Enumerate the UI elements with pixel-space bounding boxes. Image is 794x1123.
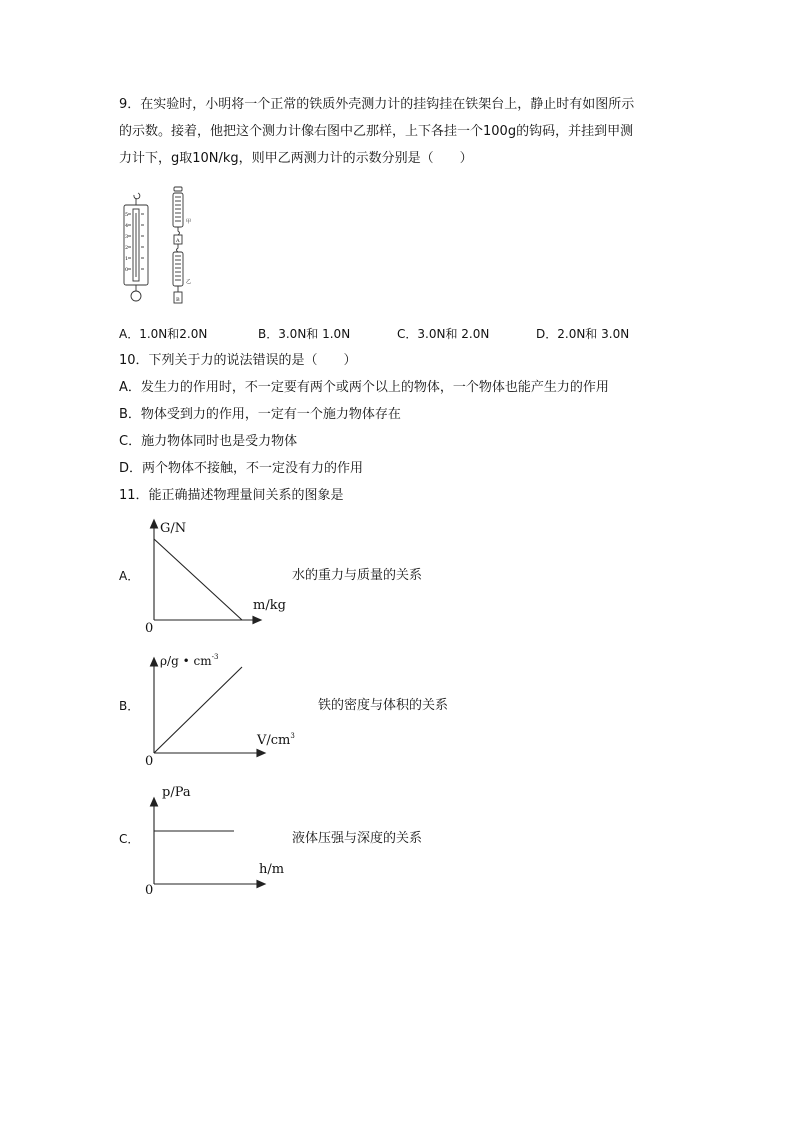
scale-number: 4 [125, 223, 129, 229]
q9-spring-scale-figure [118, 185, 198, 310]
graph-b-origin: 0 [145, 754, 154, 769]
graph-b-ylabel-sup: -3 [211, 653, 219, 661]
q10-stem: 10．下列关于力的说法错误的是（ ） [119, 353, 357, 368]
q10-option-d: D．两个物体不接触，不一定没有力的作用 [119, 461, 364, 476]
q9-stem-line-3: 力计下，g取10N/kg，则甲乙两测力计的示数分别是（ ） [119, 151, 473, 166]
graph-b-ylabel [160, 653, 218, 668]
q10-option-a: A．发生力的作用时，不一定要有两个或两个以上的物体，一个物体也能产生力的作用 [119, 380, 609, 395]
q11-graph-c [140, 780, 300, 900]
graph-b-xlabel-main: V/cm [257, 733, 291, 748]
q11-option-c-letter: C． [119, 832, 140, 846]
graph-c-origin: 0 [145, 883, 154, 898]
q9-option-d: D．2.0N和 3.0N [536, 327, 630, 341]
graph-c-xlabel: h/m [259, 862, 285, 877]
q11-stem: 11．能正确描述物理量间关系的图象是 [119, 488, 344, 503]
q11-option-b-caption: 铁的密度与体积的关系 [318, 698, 449, 713]
label-jia: 甲 [186, 219, 192, 225]
q11-option-a-caption: 水的重力与质量的关系 [292, 568, 423, 583]
q9-option-b: B．3.0N和 1.0N [258, 327, 351, 341]
label-a: A [176, 238, 180, 244]
upper-spring-scale-jia [173, 187, 183, 303]
q11-option-b-letter: B． [119, 699, 140, 713]
q11-graph-a [140, 516, 300, 636]
graph-a-ylabel: G/N [160, 521, 187, 536]
q11-option-a-letter: A． [119, 569, 140, 583]
graph-c-ylabel: p/Pa [162, 785, 191, 800]
graph-b-ylabel-main: ρ/g • cm [160, 654, 212, 668]
scale-number: 2 [125, 245, 129, 251]
scale-number: 3 [125, 234, 129, 240]
q11-option-c-caption: 液体压强与深度的关系 [292, 831, 423, 846]
graph-b-xlabel [256, 732, 295, 748]
q9-stem-line-2: 的示数。接着，他把这个测力计像右图中乙那样，上下各挂一个100g的钩码，并挂到甲测 [119, 124, 634, 139]
scale-number: 1 [125, 256, 129, 262]
q9-option-c: C．3.0N和 2.0N [397, 327, 490, 341]
q9-stem-line-1: 9．在实验时，小明将一个正常的铁质外壳测力计的挂钩挂在铁架台上，静止时有如图所示 [119, 97, 635, 112]
scale-number: 5 [125, 212, 129, 218]
label-yi: 乙 [186, 279, 192, 285]
scale-number: 0 [125, 267, 129, 273]
q10-option-b: B．物体受到力的作用，一定有一个施力物体存在 [119, 407, 401, 422]
q10-option-c: C．施力物体同时也是受力物体 [119, 434, 298, 449]
q9-option-a: A．1.0N和2.0N [119, 327, 208, 341]
graph-b-xlabel-sup: 3 [290, 732, 295, 740]
q11-graph-b [140, 648, 310, 768]
graph-a-origin: 0 [145, 621, 154, 636]
label-b: B [176, 297, 180, 303]
graph-a-xlabel: m/kg [253, 598, 286, 613]
